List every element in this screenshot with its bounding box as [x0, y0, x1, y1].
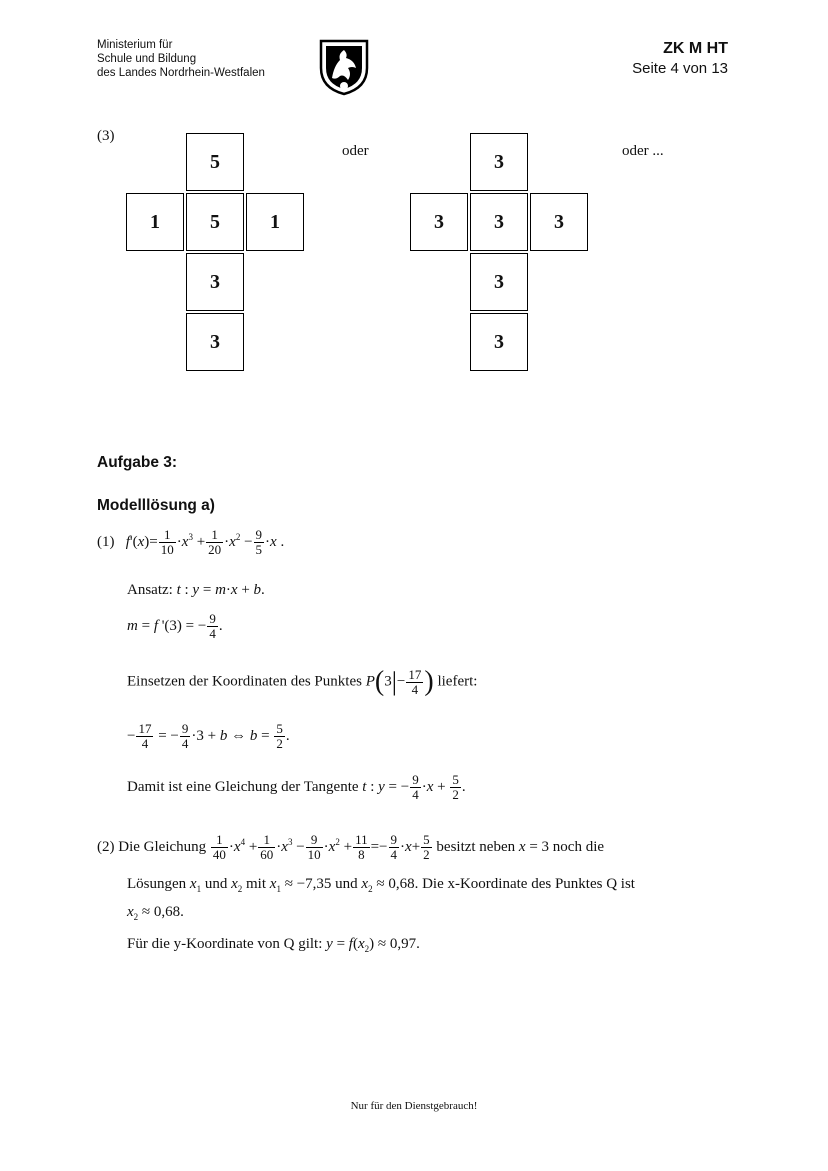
einsetzen-line: Einsetzen der Koordinaten des Punktes P(3|− $\frac{17}{4}$ ) liefert:	[127, 666, 478, 697]
x2-result-value: 0,68	[153, 904, 181, 920]
oder-text-1: oder	[342, 143, 369, 159]
besitzt-text: besitzt neben	[436, 838, 516, 855]
ministry-name	[97, 38, 265, 80]
fuer-text: Für die y-Koordinate von Q gilt:	[127, 936, 323, 952]
net2-left-face: 3	[410, 193, 468, 251]
solutions-line: Lösungen $x_1$ und $x_2$ mit $x_1 \approx -7,35$ und $x_2 \approx 0,68$. Die x-Koordinate des Punktes Q ist	[127, 876, 635, 894]
einsetzen-text: Einsetzen der Koordinaten des Punktes	[127, 673, 362, 690]
net2-center-face: 3	[470, 193, 528, 251]
net1-below1-face: 3	[186, 253, 244, 311]
liefert-text: liefert:	[437, 673, 478, 690]
model-solution-title: Modelllösung a)	[97, 497, 215, 514]
derivative-equation: (1) f'(x)= $\frac{1}{10}$ $\cdot x^3$ + $\frac{1}{20}$ $\cdot x^2$ − $\frac{9}{5}$ ·x .	[97, 527, 285, 557]
intersection-equation: (2) Die Gleichung $\frac{1}{40}$ $\cdot x^4$ + $\frac{1}{60}$ $\cdot x^3$ − $\frac{9}{10}$ $\cdot x^2$ + $\frac{11}{8}$ =− $\frac{9}{4}$ ·x+ $\frac{5}{2}$ besitzt neben x = 3 noch die	[97, 832, 605, 862]
ministry-line-3: des Landes Nordrhein-Westfalen	[97, 67, 265, 79]
tangent-line-statement: Damit ist eine Gleichung der Tangente t : y = − $\frac{9}{4}$ ·x + $\frac{5}{2}$ .	[127, 772, 466, 802]
und-text-2: und	[335, 876, 358, 892]
item1-label: (1)	[97, 533, 115, 550]
x2-result-line: $x_2 \approx 0,68$.	[127, 904, 184, 922]
mit-text: mit	[246, 876, 267, 892]
ministry-line-1: Ministerium für	[97, 39, 173, 51]
header-right	[632, 40, 728, 77]
ministry-line-2: Schule und Bildung	[97, 53, 197, 65]
und-text-1: und	[204, 876, 228, 892]
net1-below2-face: 3	[186, 313, 244, 371]
net2-below1-face: 3	[470, 253, 528, 311]
oder-text-2: oder ...	[622, 143, 664, 159]
loesungen-text: Lösungen	[127, 876, 187, 892]
page-info: Seite 4 von 13	[632, 60, 728, 77]
x-koord-text: Die x-Koordinate des Punktes Q ist	[422, 876, 635, 892]
damit-text: Damit ist eine Gleichung der Tangente	[127, 778, 359, 795]
net1-left-face: 1	[126, 193, 184, 251]
net2-below2-face: 3	[470, 313, 528, 371]
x2-value: 0,68	[388, 876, 415, 892]
ansatz-label: Ansatz:	[127, 582, 173, 598]
net2-top-face: 3	[470, 133, 528, 191]
nrw-coat-of-arms-logo	[318, 38, 370, 96]
net1-center-face: 5	[186, 193, 244, 251]
task-title: Aufgabe 3:	[97, 454, 178, 471]
ansatz-line: Ansatz: t : y = m·x + b.	[127, 582, 265, 598]
solve-b-equation: − $\frac{17}{4}$ = − $\frac{9}{4}$ ·3 + b ⇔ b = $\frac{5}{2}$ .	[127, 721, 290, 751]
slope-equation: m = f '(3) = − $\frac{9}{4}$ .	[127, 611, 223, 641]
y-coordinate-line: Für die y-Koordinate von Q gilt: $y = f(x_2) \approx 0,97$.	[127, 936, 420, 954]
x1-value: −7,35	[296, 876, 332, 892]
die-gleichung-text: Die Gleichung	[118, 838, 207, 855]
net1-right-face: 1	[246, 193, 304, 251]
exam-code: ZK M HT	[663, 40, 728, 57]
item2-label: (2)	[97, 838, 115, 855]
noch-die-text: noch die	[552, 838, 605, 855]
part3-label: (3)	[97, 128, 115, 144]
net1-top-face: 5	[186, 133, 244, 191]
footer-note: Nur für den Dienstgebrauch!	[350, 1100, 478, 1112]
net2-right-face: 3	[530, 193, 588, 251]
y-value: 0,97	[389, 936, 417, 952]
